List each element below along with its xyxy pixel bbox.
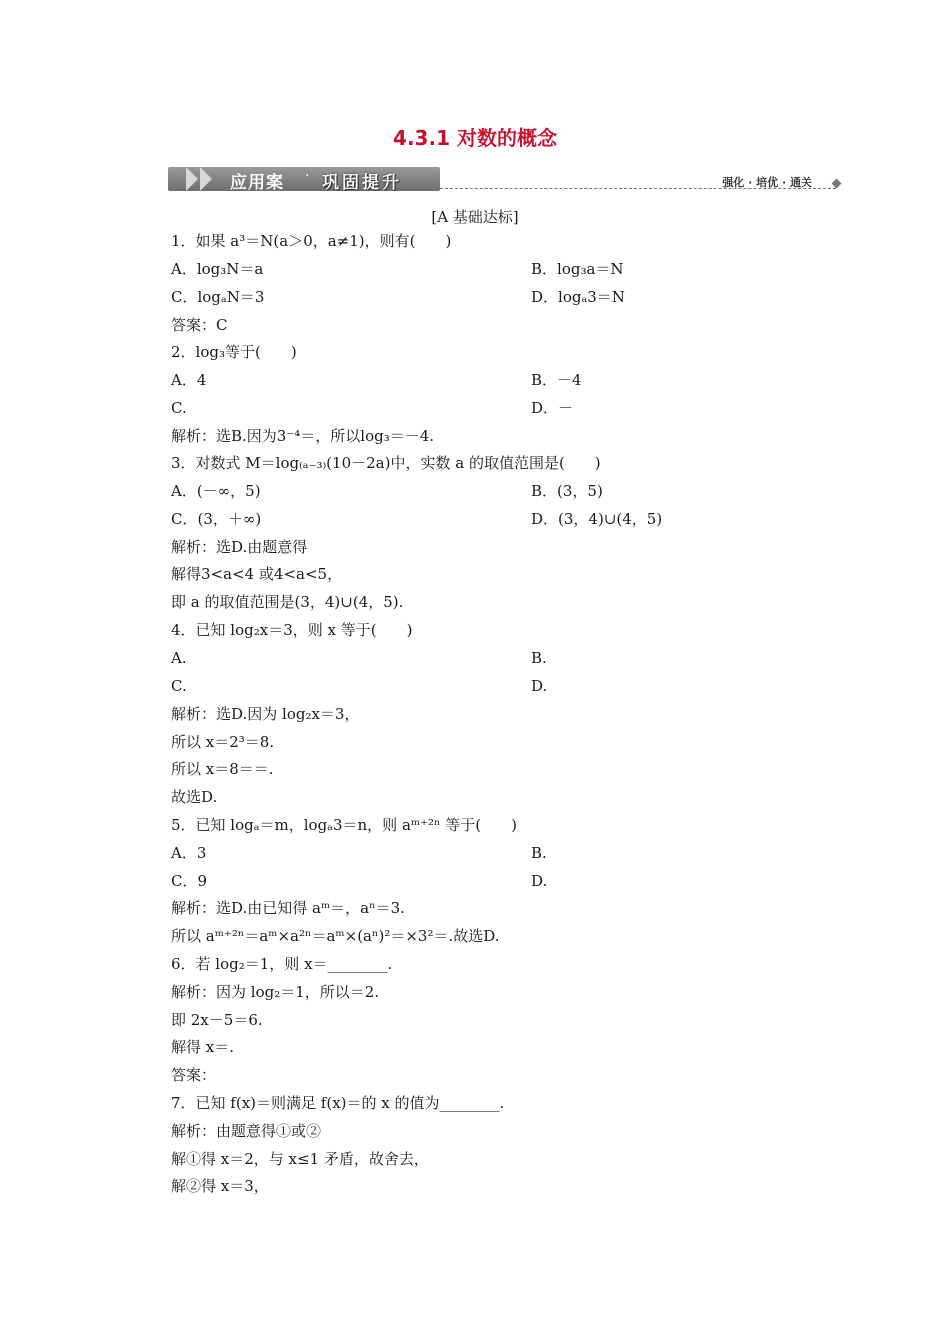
option-d: D．(3，4)∪(4，5) bbox=[531, 510, 663, 528]
option-d: D. bbox=[531, 872, 548, 890]
explanation: 解析：由题意得①或② bbox=[171, 1122, 322, 1140]
diamond-icon bbox=[832, 179, 842, 189]
question-6: 6．若 log₂＝1，则 x＝________. bbox=[171, 955, 393, 973]
option-b: B．log₃a＝N bbox=[531, 260, 624, 278]
option-a: A．(－∞，5) bbox=[171, 482, 261, 500]
option-b: B. bbox=[531, 649, 547, 667]
explanation: 解析：因为 log₂＝1，所以＝2. bbox=[171, 983, 380, 1001]
option-b: B．－4 bbox=[531, 371, 582, 389]
question-1: 1．如果 a³＝N(a＞0，a≠1)，则有( ) bbox=[171, 232, 452, 250]
option-a: A．log₃N＝a bbox=[171, 260, 264, 278]
option-d: D．logₐ3＝N bbox=[531, 288, 625, 306]
explanation: 故选D. bbox=[171, 788, 218, 806]
question-7: 7．已知 f(x)＝则满足 f(x)＝的 x 的值为________. bbox=[171, 1094, 505, 1112]
question-4: 4．已知 log₂x＝3，则 x 等于( ) bbox=[171, 621, 413, 639]
page-title: 4.3.1 对数的概念 bbox=[393, 126, 557, 150]
option-a: A．4 bbox=[171, 371, 207, 389]
banner-tagline: 强化 · 培优 · 通关 bbox=[722, 176, 812, 189]
explanation: 所以 aᵐ⁺²ⁿ＝aᵐ×a²ⁿ＝aᵐ×(aⁿ)²＝×3²＝.故选D. bbox=[171, 927, 500, 945]
explanation: 即 2x－5＝6. bbox=[171, 1011, 263, 1029]
option-c: C. bbox=[171, 399, 187, 417]
explanation: 即 a 的取值范围是(3，4)∪(4，5). bbox=[171, 593, 404, 611]
option-d: D. bbox=[531, 677, 548, 695]
option-c: C．(3，＋∞) bbox=[171, 510, 262, 528]
chevron-right-icon bbox=[200, 167, 212, 191]
banner-right-label: 巩固提升 bbox=[322, 173, 402, 193]
question-5: 5．已知 logₐ＝m，logₐ3＝n，则 aᵐ⁺²ⁿ 等于( ) bbox=[171, 816, 517, 834]
explanation: 解析：选D.因为 log₂x＝3， bbox=[171, 705, 360, 723]
explanation: 解①得 x＝2，与 x≤1 矛盾，故舍去， bbox=[171, 1150, 429, 1168]
question-2: 2．log₃等于( ) bbox=[171, 343, 297, 361]
option-c: C. bbox=[171, 677, 187, 695]
explanation: 所以 x＝8＝＝. bbox=[171, 760, 274, 778]
option-c: C．9 bbox=[171, 872, 208, 890]
explanation: 解析：选D.由已知得 aᵐ＝，aⁿ＝3. bbox=[171, 899, 405, 917]
banner-left-label: 应用案 bbox=[230, 173, 284, 193]
explanation: 解得 x＝. bbox=[171, 1038, 234, 1056]
chevron-right-icon bbox=[186, 167, 198, 191]
explanation: 解②得 x＝3， bbox=[171, 1177, 269, 1195]
option-a: A．3 bbox=[171, 844, 207, 862]
section-header: [A 基础达标] bbox=[431, 208, 519, 226]
explanation: 所以 x＝2³＝8. bbox=[171, 733, 275, 751]
question-3: 3．对数式 M＝log₍ₐ₋₃₎(10－2a)中，实数 a 的取值范围是( ) bbox=[171, 454, 601, 472]
option-d: D．－ bbox=[531, 399, 574, 417]
option-a: A. bbox=[171, 649, 187, 667]
option-b: B．(3，5) bbox=[531, 482, 603, 500]
answer: 答案： bbox=[171, 1066, 217, 1084]
answer: 答案：C bbox=[171, 316, 228, 334]
explanation: 解析：选B.因为3⁻⁴＝，所以log₃＝－4. bbox=[171, 427, 435, 445]
option-b: B. bbox=[531, 844, 547, 862]
banner-dot: · bbox=[305, 168, 310, 184]
explanation: 解得3<a<4 或4<a<5， bbox=[171, 565, 343, 583]
explanation: 解析：选D.由题意得 bbox=[171, 538, 308, 556]
section-banner bbox=[168, 164, 840, 194]
option-c: C．logₐN＝3 bbox=[171, 288, 265, 306]
